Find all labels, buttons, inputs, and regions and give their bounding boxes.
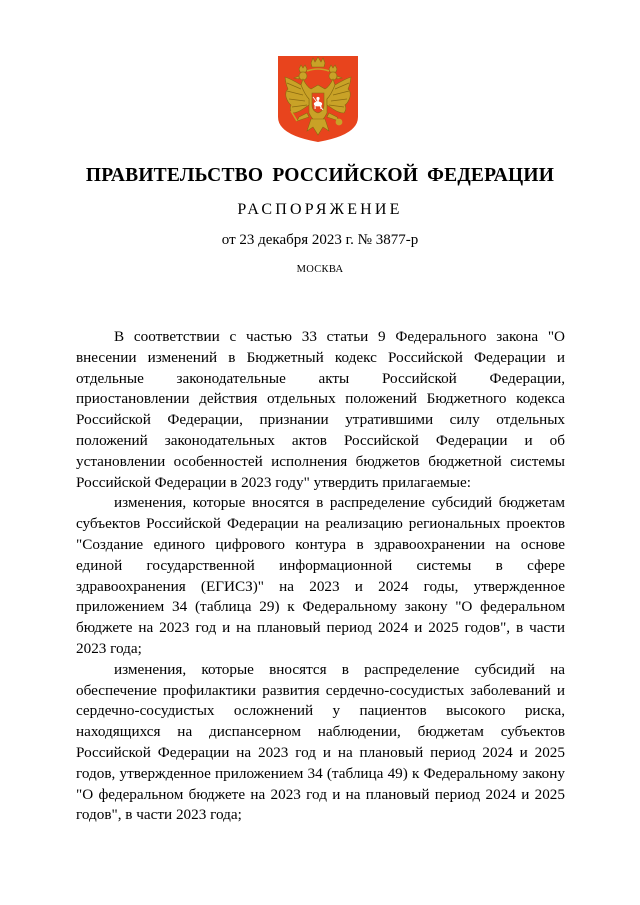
- body-paragraph-item-1: изменения, которые вносятся в распределение субсидий бюджетам субъектов Российской Федерации на реализацию региональных проектов "Создание единого цифрового контура в здравоохранении на основе единой государственной информационной системы в сфере здравоохранения (ЕГИСЗ)" на 2023 и 2024 годы, утвержденное приложением 34 (таблица 29) к Федеральному закону "О федеральном бюджете на 2023 год и на плановый период 2024 и 2025 годов", в части 2023 года;: [76, 494, 565, 657]
- body-paragraph-item-2: изменения, которые вносятся в распределение субсидий на обеспечение профилактики развития сердечно-сосудистых заболеваний и сердечно-сосудистых осложнений у пациентов высокого риска, находящихся на диспансерном наблюдении, бюджетам субъектов Российской Федерации на 2023 год и на плановый период 2024 и 2025 годов, утвержденное приложением 34 (таблица 49) к Федеральному закону "О федеральном бюджете на 2023 год и на плановый период 2024 и 2025 годов", в части 2023 года;: [76, 660, 565, 824]
- document-type: РАСПОРЯЖЕНИЕ: [237, 201, 403, 218]
- body-paragraph-preamble: В соответствии с частью 33 статьи 9 Федерального закона "О внесении изменений в Бюджетный кодекс Российской Федерации и отдельные законодательные акты Российской Федерации, приостановлении действия отдельных положений Бюджетного кодекса Российской Федерации, признании утратившими силу отдельных положений законодательных актов Российской Федерации и об установлении особенностей исполнения бюджетов бюджетной системы Российской Федерации в 2023 году" утвердить прилагаемые:: [76, 328, 565, 491]
- russian-coat-of-arms-icon: [277, 55, 359, 143]
- document-city: МОСКВА: [296, 264, 344, 275]
- document-date-number: от 23 декабря 2023 г. № 3877-р: [221, 232, 419, 248]
- document-body: [76, 327, 565, 826]
- government-title: ПРАВИТЕЛЬСТВО РОССИЙСКОЙ ФЕДЕРАЦИИ: [85, 165, 555, 186]
